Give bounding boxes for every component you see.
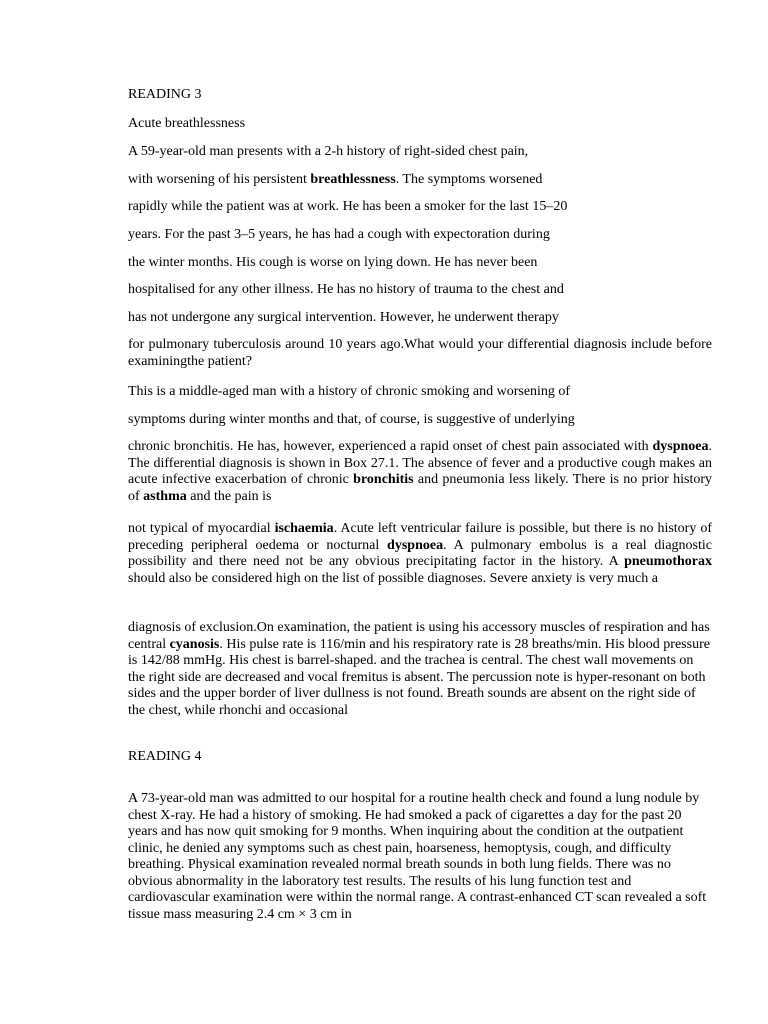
reading-3-line-6: hospitalised for any other illness. He has no history of trauma to the chest and: [128, 282, 564, 297]
reading-4-heading: READING 4: [128, 749, 202, 764]
bold-term-bronchitis: bronchitis: [353, 472, 414, 487]
reading-3-paragraph-examination: [128, 620, 712, 719]
reading-4-paragraph: A 73-year-old man was admitted to our hospital for a routine health check and found a lung nodule by chest X-ray. He had a history of smoking. He had smoked a pack of cigarettes a day for the past 20 years and has now quit smoking for 9 months. When inquiring about the condition at the outpatient clinic, he denied any symptoms such as chest pain, hoarseness, hemoptysis, cough, and difficulty breathing. Physical examination revealed normal breath sounds in both lung fields. There was no obvious abnormality in the laboratory test results. The results of his lung function test and cardiovascular examination were within the normal range. A contrast-enhanced CT scan revealed a soft tissue mass measuring 2.4 cm × 3 cm in: [128, 791, 707, 922]
reading-3-line-3: rapidly while the patient was at work. He has been a smoker for the last 15–20: [128, 199, 568, 214]
reading-3-line-1: A 59-year-old man presents with a 2-h history of right-sided chest pain,: [128, 144, 529, 159]
reading-3-question: for pulmonary tuberculosis around 10 years ago.What would your differential diagnosis include before examiningthe patient?: [128, 337, 712, 369]
bold-term-cyanosis: cyanosis: [169, 636, 220, 652]
reading-3-line-2: [128, 171, 542, 188]
reading-3-line-7: has not undergone any surgical intervention. However, he underwent therapy: [128, 310, 559, 325]
bold-term-breathlessness: breathlessness: [310, 172, 396, 187]
bold-term-ischaemia: ischaemia: [274, 521, 334, 536]
paragraph-12-text-4: should also be considered high on the list of possible diagnoses. Severe anxiety is very much a: [128, 570, 658, 586]
bold-term-dyspnoea: dyspnoea: [652, 439, 709, 454]
reading-3-line-5: the winter months. His cough is worse on lying down. He has never been: [128, 255, 538, 270]
reading-3-subheading: Acute breathlessness: [128, 116, 246, 131]
paragraph-13-text-2: . His pulse rate is 116/min and his respiratory rate is 28 breaths/min. His blood pressure is 142/88 mmHg. His chest is barrel-shaped. and the trachea is central. The chest wall movements on the right side are decreased and vocal fremitus is absent. The percussion note is hyper-resonant on both sides and the upper border of liver dullness is not found. Breath sounds are absent on the right side of the chest, while rhonchi and occasional: [128, 636, 710, 718]
reading-3-paragraph-diagnoses: [128, 521, 712, 587]
paragraph-11-text-1: chronic bronchitis. He has, however, experienced a rapid onset of chest pain associated with: [128, 439, 653, 454]
paragraph-11-text-2: . The differential diagnosis is shown in Box 27.1. The absence of fever and a productive cough makes an acute infective exacerbation of chronic: [128, 439, 712, 487]
bold-term-asthma: asthma: [143, 488, 187, 504]
paragraph-11-text-3: and pneumonia less likely. There is no prior history of: [128, 472, 713, 504]
document-page: [128, 0, 712, 1024]
bold-term-dyspnoea-2: dyspnoea: [387, 537, 444, 553]
bold-term-pneumothorax: pneumothorax: [624, 554, 712, 569]
paragraph-12-text-1: not typical of myocardial: [128, 521, 275, 536]
paragraph-11-text-4: and the pain is: [186, 488, 272, 504]
line-2-text-a: with worsening of his persistent: [128, 172, 311, 187]
paragraph-13-text-1: diagnosis of exclusion.On examination, the patient is using his accessory muscles of respiration and has central: [128, 620, 710, 652]
reading-3-line-4: years. For the past 3–5 years, he has had a cough with expectoration during: [128, 227, 550, 242]
reading-3-paragraph-differential: [128, 439, 712, 505]
reading-3-line-10: symptoms during winter months and that, of course, is suggestive of underlying: [128, 412, 575, 427]
reading-3-line-9: This is a middle-aged man with a history of chronic smoking and worsening of: [128, 384, 571, 399]
reading-3-heading: READING 3: [128, 87, 202, 102]
paragraph-12-text-3: . A pulmonary embolus is a real diagnostic possibility and there need not be any obvious precipitating factor in the history. A: [128, 537, 712, 569]
line-2-text-c: . The symptoms worsened: [395, 172, 543, 187]
paragraph-12-text-2: . Acute left ventricular failure is possible, but there is no history of preceding peripheral oedema or nocturnal: [128, 521, 712, 553]
